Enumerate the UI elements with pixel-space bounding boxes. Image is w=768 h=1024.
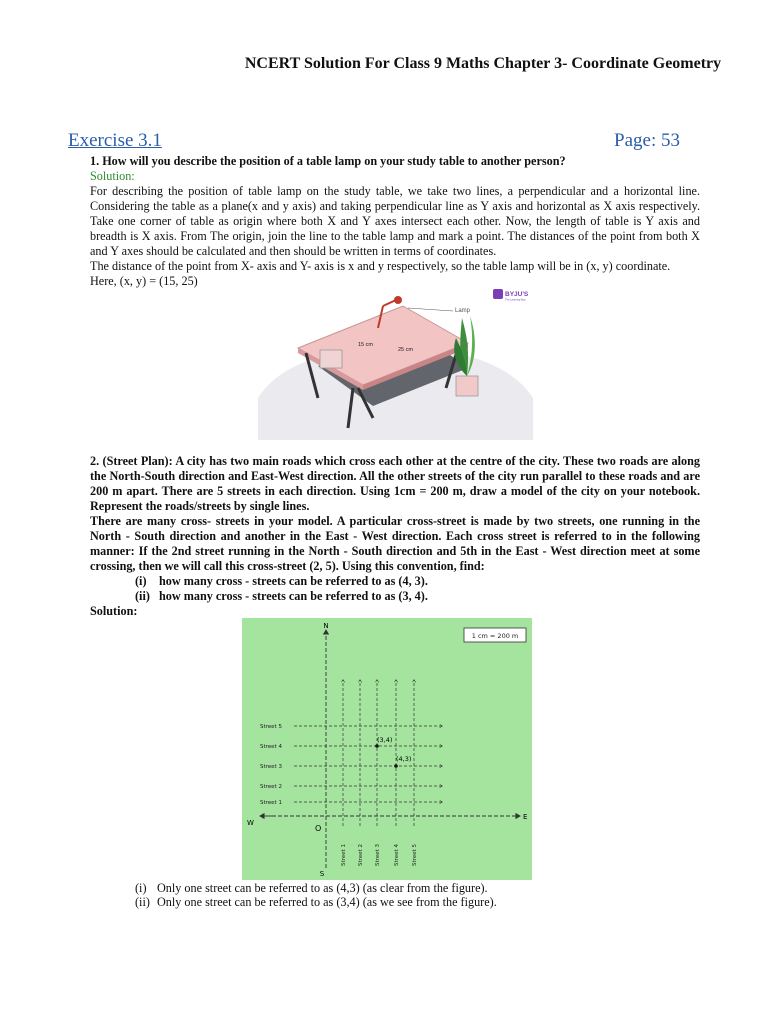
north-south-street-label: Street 4 bbox=[394, 844, 400, 866]
question-2-text: There are many cross- streets in your model. A particular cross-street is made by two streets, one running in the North - South direction and another in the East - West direction. Each cross street is referred to in the following manner: If the 2nd street running in the North - South direction and 5th in the East - West direction meet at some crossing, then we will call this cross-street (2, 5). Using this convention, find: bbox=[90, 514, 700, 573]
answer-item bbox=[135, 881, 695, 895]
point-4-3 bbox=[394, 764, 398, 768]
west-label: W bbox=[247, 819, 254, 827]
east-label: E bbox=[523, 813, 528, 821]
point-3-4 bbox=[375, 744, 379, 748]
east-west-street-label: Street 3 bbox=[260, 764, 282, 770]
sub-question bbox=[90, 574, 700, 589]
sub-question-number: (ii) bbox=[135, 589, 150, 603]
question-1-block bbox=[90, 154, 700, 289]
question-2-block bbox=[90, 454, 700, 619]
lamp-label: Lamp bbox=[455, 308, 471, 314]
point-4-3-label: (4,3) bbox=[396, 755, 412, 763]
scale-label: 1 cm = 200 m bbox=[471, 632, 519, 640]
map-background bbox=[242, 618, 532, 880]
lamp-pointer-line bbox=[408, 308, 453, 311]
sub-question bbox=[90, 589, 700, 604]
answer-number: (ii) bbox=[135, 895, 150, 909]
east-west-street-label: Street 5 bbox=[260, 724, 282, 730]
exercise-title: Exercise 3.1 bbox=[68, 130, 162, 151]
sub-question-number: (i) bbox=[135, 574, 147, 588]
question-2-text: 2. (Street Plan): A city has two main roads which cross each other at the centre of the city. These two roads are along the North-South direction and East-West direction. All the other streets of the city run parallel to these roads and are 200 m apart. There are 5 streets in each direction. Using 1cm = 200 m, draw a model of the city on your notebook. Represent the roads/streets by single lines. bbox=[90, 454, 700, 513]
plant-pot bbox=[456, 376, 478, 396]
lamp-head bbox=[394, 296, 402, 304]
east-west-street-label: Street 2 bbox=[260, 784, 282, 790]
street-plan-map bbox=[242, 618, 532, 880]
page-header bbox=[0, 55, 768, 73]
north-south-street-label: Street 1 bbox=[341, 844, 347, 866]
answer-text: Only one street can be referred to as (4,3) (as clear from the figure). bbox=[157, 881, 488, 895]
svg-text:BYJU'S: BYJU'S bbox=[505, 291, 529, 298]
east-west-street-label: Street 4 bbox=[260, 744, 282, 750]
solution-paragraph: The distance of the point from X- axis and Y- axis is x and y respectively, so the table lamp will be in (x, y) coordinate. bbox=[90, 259, 671, 273]
south-label: S bbox=[319, 870, 325, 878]
sub-question-text: how many cross - streets can be referred to as (4, 3). bbox=[159, 574, 428, 588]
question-1-text: 1. How will you describe the position of a table lamp on your study table to another person? bbox=[90, 154, 566, 168]
solution-label: Solution: bbox=[90, 604, 138, 618]
table-lamp-illustration bbox=[258, 288, 533, 440]
solution-paragraph: For describing the position of table lamp on the study table, we take two lines, a perpendicular and a horizontal line. Considering the table as a plane(x and y axis) and taking perpendicular line as Y axis and horizontal as X axis respectively. Take one corner of table as origin where both X and Y axes intersect each other. Now, the length of table is Y axis and breadth is X axis. From The origin, join the line to the table lamp and mark a point. The distances of the point from both X and Y axes should be calculated and then should be written in terms of coordinates. bbox=[90, 184, 700, 258]
byjus-logo bbox=[493, 289, 539, 301]
origin-label: O bbox=[315, 824, 322, 833]
north-south-street-label: Street 2 bbox=[358, 844, 364, 866]
document-title: NCERT Solution For Class 9 Maths Chapter 3- Coordinate Geometry bbox=[244, 55, 722, 72]
dimension-15-label: 15 cm bbox=[358, 342, 373, 348]
answers-block bbox=[135, 881, 695, 909]
svg-text:The Learning App: The Learning App bbox=[505, 298, 526, 301]
lamp-arm bbox=[383, 300, 396, 306]
exercise-header bbox=[68, 130, 680, 154]
east-west-street-label: Street 1 bbox=[260, 800, 282, 806]
north-label: N bbox=[323, 622, 329, 630]
answer-number: (i) bbox=[135, 881, 147, 895]
point-3-4-label: (3,4) bbox=[377, 736, 393, 744]
north-south-street-label: Street 5 bbox=[412, 844, 418, 866]
page-number: Page: 53 bbox=[614, 130, 680, 151]
solution-label: Solution: bbox=[90, 169, 135, 183]
answer-text: Only one street can be referred to as (3,4) (as we see from the figure). bbox=[157, 895, 497, 909]
dimension-25-label: 25 cm bbox=[398, 347, 413, 353]
north-south-street-label: Street 3 bbox=[375, 844, 381, 866]
solution-answer: Here, (x, y) = (15, 25) bbox=[90, 274, 198, 288]
bin bbox=[320, 350, 342, 368]
sub-question-text: how many cross - streets can be referred to as (3, 4). bbox=[159, 589, 428, 603]
answer-item bbox=[135, 895, 695, 909]
